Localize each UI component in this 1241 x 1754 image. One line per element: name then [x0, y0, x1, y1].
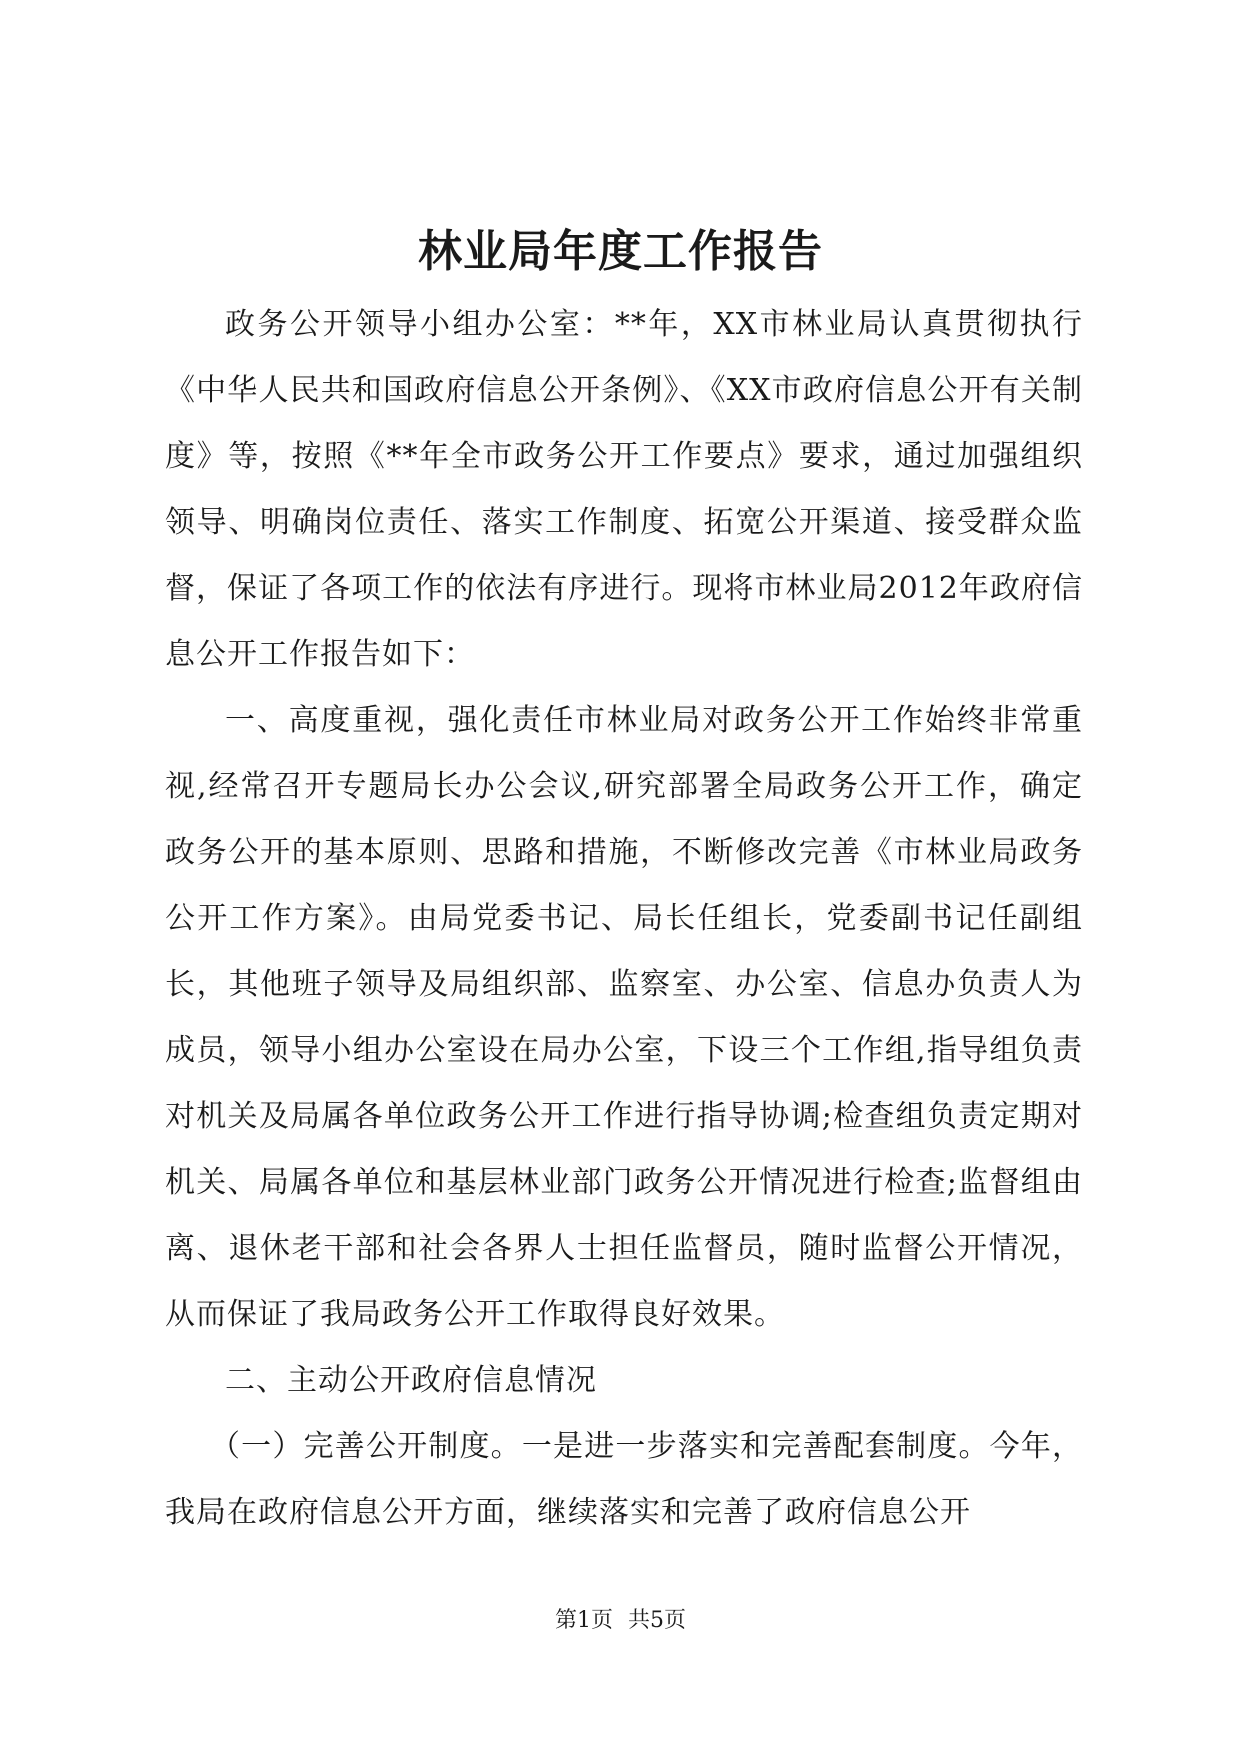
document-body	[165, 292, 1083, 1546]
page-number: 第1页	[555, 1608, 613, 1633]
paragraph-intro: 政务公开领导小组办公室：**年，XX市林业局认真贯彻执行《中华人民共和国政府信息公开条例》、《XX市政府信息公开有关制度》等，按照《**年全市政务公开工作要点》要求，通过加强组织领导、明确岗位责任、落实工作制度、拓宽公开渠道、接受群众监督，保证了各项工作的依法有序进行。现将市林业局2012年政府信息公开工作报告如下：	[165, 307, 1083, 672]
page-footer	[0, 1606, 1241, 1636]
paragraph-section-1: 一、高度重视，强化责任市林业局对政务公开工作始终非常重视,经常召开专题局长办公会议,研究部署全局政务公开工作，确定政务公开的基本原则、思路和措施，不断修改完善《市林业局政务公开工作方案》。由局党委书记、局长任组长，党委副书记任副组长，其他班子领导及局组织部、监察室、办公室、信息办负责人为成员，领导小组办公室设在局办公室，下设三个工作组,指导组负责对机关及局属各单位政务公开工作进行指导协调;检查组负责定期对机关、局属各单位和基层林业部门政务公开情况进行检查;监督组由离、退休老干部和社会各界人士担任监督员，随时监督公开情况，从而保证了我局政务公开工作取得良好效果。	[165, 703, 1083, 1332]
document-title: 林业局年度工作报告	[418, 226, 823, 277]
page-total: 共5页	[628, 1608, 686, 1633]
heading-section-2: 二、主动公开政府信息情况	[225, 1363, 597, 1398]
paragraph-subsection-1: （一）完善公开制度。一是进一步落实和完善配套制度。今年，我局在政府信息公开方面，继续落实和完善了政府信息公开	[165, 1429, 1083, 1530]
